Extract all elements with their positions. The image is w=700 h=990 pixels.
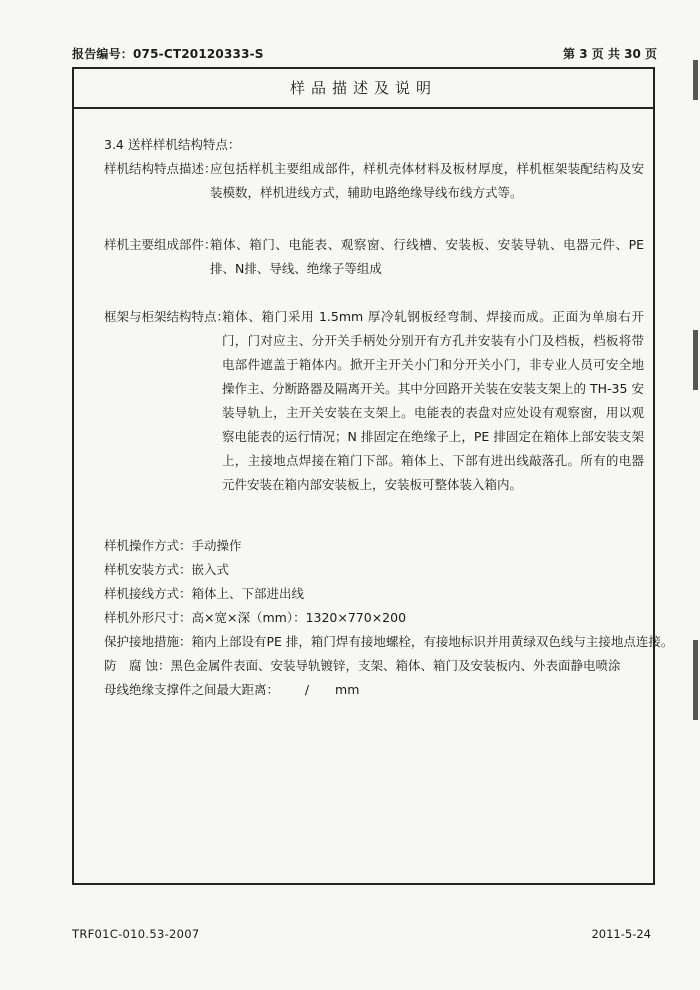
spec-label: 样机操作方式：: [104, 538, 192, 553]
spec-label: 母线绝缘支撑件之间最大距离：: [104, 682, 280, 697]
item-label: 样机结构特点描述：: [104, 161, 217, 176]
spec-busbar-clearance: [104, 678, 359, 702]
main-components: [104, 233, 644, 281]
spec-label: 样机外形尺寸：: [104, 610, 192, 625]
item-text: 箱体、箱门采用 1.5mm 厚冷轧钢板经弯制、焊接而成。正面为单扇右开门，门对应主、分开关手柄处分别开有方孔并安装有小门及档板，档板将带电部件遮盖于箱体内。掀开主开关小门和分开关小门，非专业人员可安全地操作主、分断路器及隔离开关。其中分回路开关装在安装支架上的 TH-35 安装导轨上，主开关安装在支架上。电能表的表盘对应处设有观察窗，用以观察电能表的运行情况；N 排固定在绝缘子上，PE 排固定在箱体上部安装支架上，主接地点焊接在箱门下部。箱体上、下部有进出线敲落孔。所有的电器元件安装在箱内部安装板上，安装板可整体装入箱内。: [222, 309, 644, 492]
frame-structure: [104, 305, 644, 497]
spec-value: 手动操作: [191, 538, 242, 553]
section-heading: 3.4 送样样机结构特点：: [104, 137, 241, 152]
scan-edge-mark: [693, 60, 698, 100]
item-label: 框架与柜架结构特点：: [104, 309, 230, 324]
page-title: 样品描述及说明: [74, 69, 653, 109]
item-text: 箱体、箱门、电能表、观察窗、行线槽、安装板、安装导轨、电器元件、PE 排、N排、导线、绝缘子等组成: [210, 237, 644, 276]
spec-operation: [104, 534, 242, 558]
spec-value: /: [304, 682, 310, 697]
spec-label: 样机接线方式：: [104, 586, 192, 601]
spec-wiring: [104, 582, 304, 606]
spec-label: 保护接地措施：: [104, 634, 192, 649]
scan-edge-mark: [693, 330, 698, 390]
spec-unit: mm: [335, 682, 360, 697]
spec-anticorrosion: [104, 654, 621, 678]
spec-value: 高×宽×深（mm）：1320×770×200: [191, 610, 407, 625]
spec-value: 箱内上部设有PE 排，箱门焊有接地螺栓，有接地标识并用黄绿双色线与主接地点连接。: [191, 634, 674, 649]
spec-label: 样机安装方式：: [104, 562, 192, 577]
scan-edge-mark: [693, 640, 698, 720]
issue-date: 2011-5-24: [591, 927, 651, 941]
spec-dimensions: [104, 606, 406, 630]
spec-value: 嵌入式: [191, 562, 230, 577]
content-frame: [72, 67, 674, 885]
content-body: [74, 107, 674, 883]
structure-description: [104, 157, 644, 205]
report-number: 报告编号：075-CT20120333-S: [72, 47, 264, 61]
page-number: 第 3 页 共 30 页: [563, 47, 657, 61]
form-code: TRF01C-010.53-2007: [72, 927, 200, 941]
spec-grounding: [104, 630, 673, 654]
item-text: 应包括样机主要组成部件，样机壳体材料及板材厚度，样机框架装配结构及安装模数，样机进线方式，辅助电路绝缘导线布线方式等。: [210, 161, 644, 200]
item-label: 样机主要组成部件：: [104, 237, 217, 252]
page-header: [72, 45, 657, 63]
spec-installation: [104, 558, 229, 582]
spec-value: 箱体上、下部进出线: [191, 586, 305, 601]
spec-value: 黑色金属件表面、安装导轨镀锌，支架、箱体、箱门及安装板内、外表面静电喷涂: [170, 658, 621, 673]
spec-label: 防 腐 蚀：: [104, 658, 171, 673]
